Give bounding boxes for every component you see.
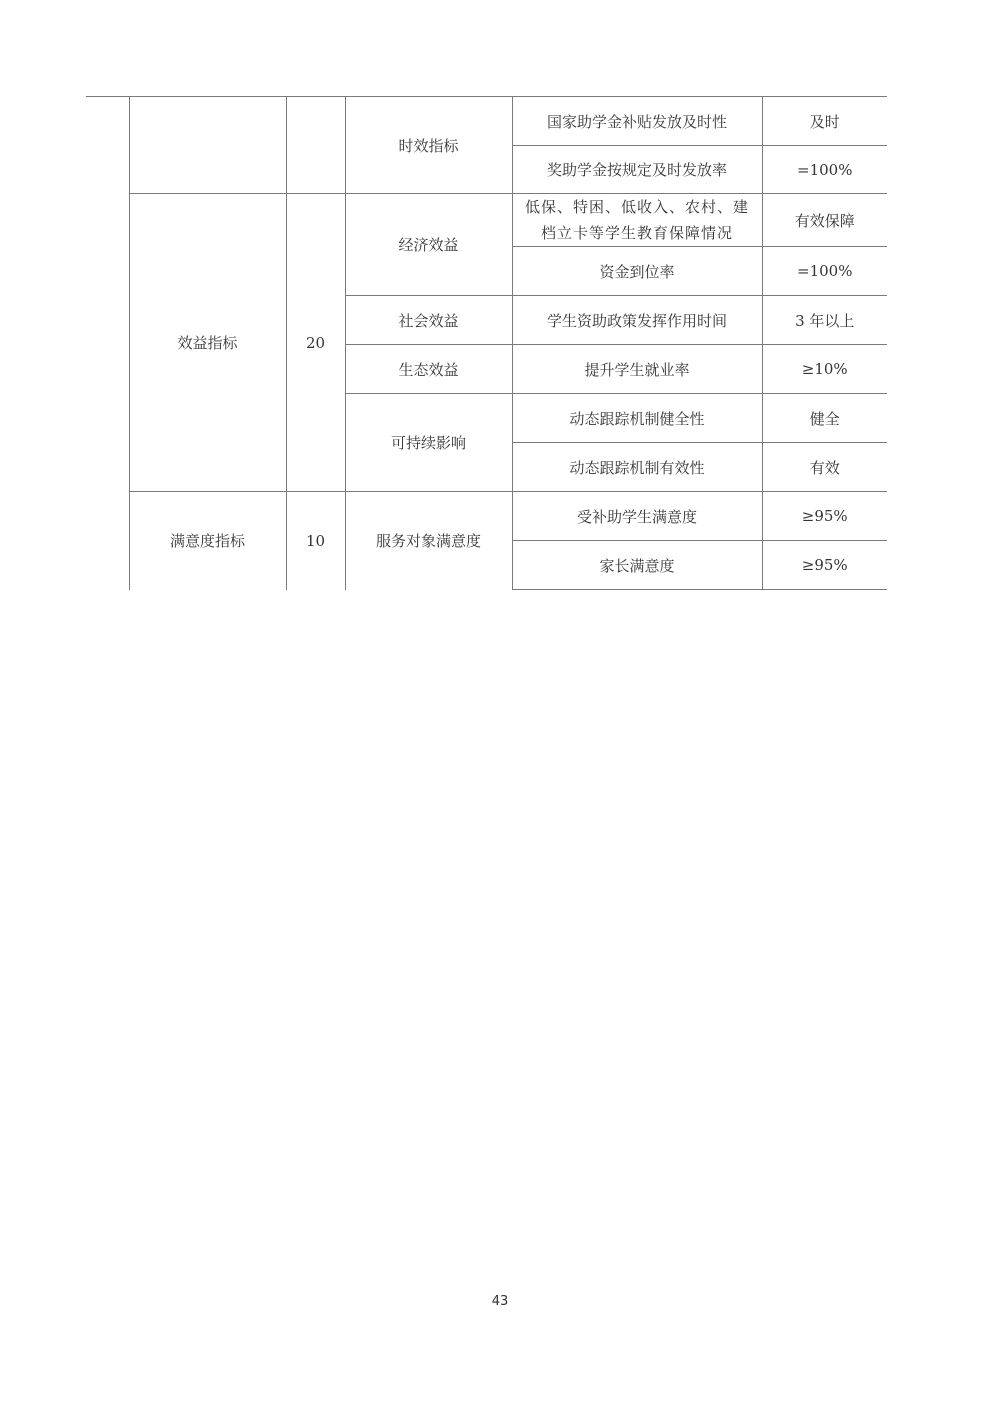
tertiary-indicator-text: 低保、特困、低收入、农村、建档立卡等学生教育保障情况 [524, 198, 749, 242]
weight-blank-cell [286, 97, 345, 194]
table-row [86, 492, 887, 541]
table-row [86, 97, 887, 146]
tertiary-indicator-cell: 提升学生就业率 [512, 345, 762, 394]
tertiary-indicator-cell: 奖助学金按规定及时发放率 [512, 146, 762, 194]
target-value-cell: 3 年以上 [762, 296, 887, 345]
secondary-indicator-cell: 经济效益 [345, 194, 512, 296]
performance-indicator-table [86, 96, 887, 590]
weight-cell: 10 [286, 492, 345, 590]
secondary-indicator-cell: 社会效益 [345, 296, 512, 345]
tertiary-indicator-cell: 国家助学金补贴发放及时性 [512, 97, 762, 146]
secondary-indicator-cell: 时效指标 [345, 97, 512, 194]
tertiary-indicator-cell: 受补助学生满意度 [512, 492, 762, 541]
primary-indicator-cell: 效益指标 [129, 194, 286, 492]
target-value-cell: 有效保障 [762, 194, 887, 247]
target-value-cell: ≥10% [762, 345, 887, 394]
secondary-indicator-cell: 服务对象满意度 [345, 492, 512, 590]
target-value-cell: 有效 [762, 443, 887, 492]
level1-blank-cell [86, 97, 129, 590]
target-value-cell: ≥95% [762, 541, 887, 590]
primary-blank-cell [129, 97, 286, 194]
tertiary-indicator-cell: 动态跟踪机制健全性 [512, 394, 762, 443]
tertiary-indicator-cell: 家长满意度 [512, 541, 762, 590]
secondary-indicator-cell: 可持续影响 [345, 394, 512, 492]
page-number: 43 [491, 1294, 509, 1309]
target-value-cell: 及时 [762, 97, 887, 146]
tertiary-indicator-cell: 学生资助政策发挥作用时间 [512, 296, 762, 345]
tertiary-indicator-cell: 动态跟踪机制有效性 [512, 443, 762, 492]
tertiary-indicator-cell: 资金到位率 [512, 247, 762, 296]
tertiary-indicator-cell [512, 194, 762, 247]
primary-indicator-cell: 满意度指标 [129, 492, 286, 590]
table-row [86, 194, 887, 247]
secondary-indicator-cell: 生态效益 [345, 345, 512, 394]
target-value-cell: ≥95% [762, 492, 887, 541]
target-value-cell: =100% [762, 247, 887, 296]
target-value-cell: 健全 [762, 394, 887, 443]
target-value-cell: =100% [762, 146, 887, 194]
weight-cell: 20 [286, 194, 345, 492]
